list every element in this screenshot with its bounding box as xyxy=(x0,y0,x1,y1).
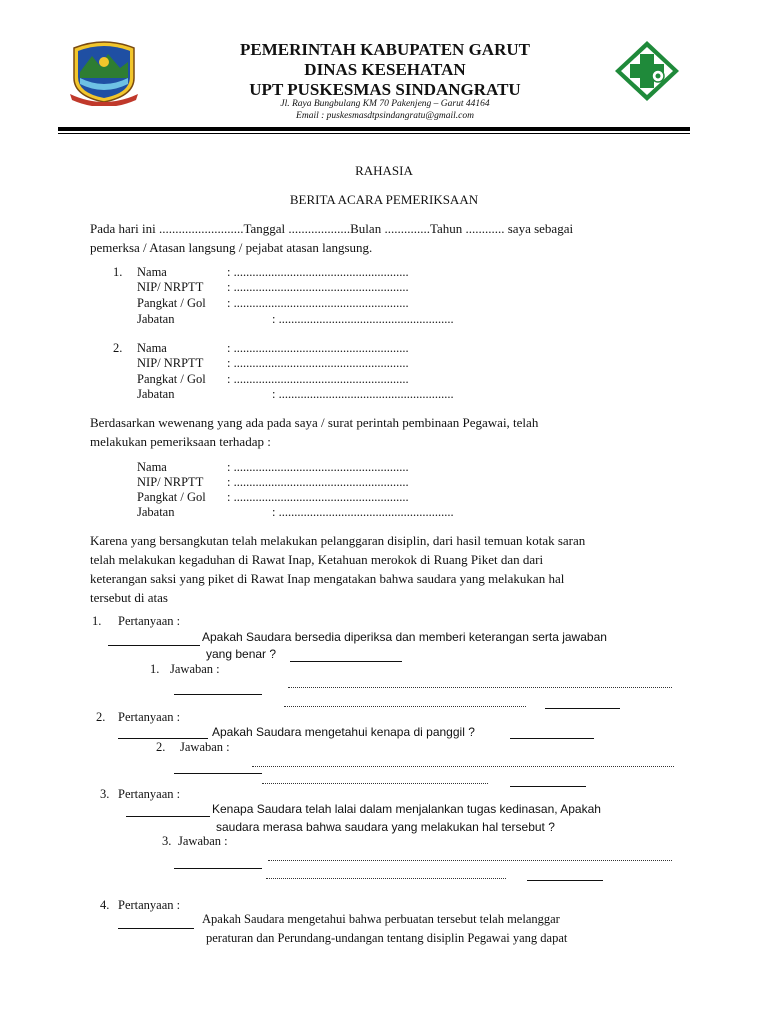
question-4-blank-left xyxy=(118,928,194,929)
doc-title: BERITA ACARA PEMERIKSAAN xyxy=(289,192,479,207)
answer-2-label: Jawaban : xyxy=(180,740,230,754)
intro-line-2: pemerksa / Atasan langsung / pejabat atasan langsung. xyxy=(90,240,373,255)
answer-3-dotted-1 xyxy=(268,860,672,861)
subject-nip-label: NIP/ NRPTT xyxy=(137,475,204,489)
question-1-text-1: Apakah Saudara bersedia diperiksa dan memberi keterangan serta jawaban xyxy=(202,630,607,644)
list-2-jabatan-fill: : ........................................................ xyxy=(272,387,454,401)
header-line-1: PEMERINTAH KABUPATEN GARUT xyxy=(240,40,530,59)
subject-nip-fill: : ........................................................ xyxy=(227,475,409,489)
question-1-blank-right xyxy=(290,661,402,662)
subject-pangkat-label: Pangkat / Gol xyxy=(137,490,206,504)
answer-1-dotted-2 xyxy=(284,706,526,707)
question-1-number: 1. xyxy=(92,614,102,628)
reason-paragraph xyxy=(90,531,676,607)
answer-1-dotted-1 xyxy=(288,687,672,688)
answer-2-dotted-2 xyxy=(262,783,488,784)
question-3-text-2: saudara merasa bahwa saudara yang melakukan hal tersebut ? xyxy=(216,820,555,834)
answer-3-number: 3. xyxy=(162,834,172,848)
question-1-label: Pertanyaan : xyxy=(118,614,181,628)
question-3-label: Pertanyaan : xyxy=(118,787,181,801)
header-address: Jl. Raya Bungbulang KM 70 Pakenjeng – Garut 44164 xyxy=(280,99,490,109)
reason-line-3: keterangan saksi yang piket di Rawat Inap mengatakan bahwa saudara yang melakukan hal xyxy=(90,571,565,586)
list-2-nip-fill: : ........................................................ xyxy=(227,356,409,370)
question-2-text-1: Apakah Saudara mengetahui kenapa di panggil ? xyxy=(212,725,475,739)
list-1-jabatan-label: Jabatan xyxy=(137,312,175,326)
question-4-label: Pertanyaan : xyxy=(118,898,181,912)
answer-3-dotted-2 xyxy=(266,878,506,879)
question-3-text-1: Kenapa Saudara telah lalai dalam menjalankan tugas kedinasan, Apakah xyxy=(212,802,601,816)
intro-paragraph xyxy=(90,219,676,257)
reason-line-2: telah melakukan kegaduhan di Rawat Inap, Ketahuan merokok di Ruang Piket dan dari xyxy=(90,552,544,567)
list-2-pangkat-fill: : ........................................................ xyxy=(227,372,409,386)
question-4-number: 4. xyxy=(100,898,110,912)
subject-jabatan-label: Jabatan xyxy=(137,505,175,519)
list-1-nip-label: NIP/ NRPTT xyxy=(137,280,204,294)
question-2-blank-right xyxy=(510,738,594,739)
kabupaten-garut-emblem xyxy=(68,38,140,106)
subject-jabatan-fill: : ........................................................ xyxy=(272,505,454,519)
list-2-nama-fill: : ........................................................ xyxy=(227,341,409,355)
header-email: Email : puskesmasdtpsindangratu@gmail.com xyxy=(296,111,474,121)
list-2-nama-label: Nama xyxy=(137,341,167,355)
answer-2-dotted-1 xyxy=(252,766,674,767)
list-1-pangkat-fill: : ........................................................ xyxy=(227,296,409,310)
subject-nama-label: Nama xyxy=(137,460,167,474)
basis-line-1: Berdasarkan wewenang yang ada pada saya / surat perintah pembinaan Pegawai, telah xyxy=(90,415,539,430)
list-1-nama-label: Nama xyxy=(137,265,167,279)
answer-2-number: 2. xyxy=(156,740,166,754)
list-1-pangkat-label: Pangkat / Gol xyxy=(137,296,206,310)
subject-nama-fill: : ........................................................ xyxy=(227,460,409,474)
question-2-label: Pertanyaan : xyxy=(118,710,181,724)
list-1-nama-fill: : ........................................................ xyxy=(227,265,409,279)
answer-1-number: 1. xyxy=(150,662,160,676)
question-2-blank-left xyxy=(118,738,208,739)
list-2-number: 2. xyxy=(113,341,123,355)
basis-line-2: melakukan pemeriksaan terhadap : xyxy=(90,434,271,449)
answer-3-label: Jawaban : xyxy=(178,834,228,848)
question-4-text-1: Apakah Saudara mengetahui bahwa perbuatan tersebut telah melanggar xyxy=(202,912,560,926)
question-1-text-2: yang benar ? xyxy=(206,647,277,661)
reason-line-4: tersebut di atas xyxy=(90,590,168,605)
header-line-3: UPT PUSKESMAS SINDANGRATU xyxy=(249,80,521,99)
list-2-pangkat-label: Pangkat / Gol xyxy=(137,372,206,386)
puskesmas-logo xyxy=(614,40,680,102)
answer-1-label: Jawaban : xyxy=(170,662,220,676)
list-1-number: 1. xyxy=(113,265,123,279)
list-1-jabatan-fill: : ........................................................ xyxy=(272,312,454,326)
header-rule-thick xyxy=(58,127,690,131)
question-3-blank-left xyxy=(126,816,210,817)
answer-2-blank-left xyxy=(174,773,262,774)
subject-pangkat-fill: : ........................................................ xyxy=(227,490,409,504)
list-1-nip-fill: : ........................................................ xyxy=(227,280,409,294)
doc-classification: RAHASIA xyxy=(355,163,413,178)
answer-3-blank-right xyxy=(527,880,603,881)
list-2-jabatan-label: Jabatan xyxy=(137,387,175,401)
question-1-blank-left xyxy=(108,645,200,646)
question-4-text-2: peraturan dan Perundang-undangan tentang disiplin Pegawai yang dapat xyxy=(206,931,568,945)
list-2-nip-label: NIP/ NRPTT xyxy=(137,356,204,370)
reason-line-1: Karena yang bersangkutan telah melakukan pelanggaran disiplin, dari hasil temuan kotak saran xyxy=(90,533,586,548)
answer-1-blank-right xyxy=(545,708,620,709)
question-3-number: 3. xyxy=(100,787,110,801)
question-2-number: 2. xyxy=(96,710,106,724)
answer-3-blank-left xyxy=(174,868,262,869)
answer-1-blank-left xyxy=(174,694,262,695)
basis-paragraph xyxy=(90,413,676,451)
header-rule-thin xyxy=(58,133,690,134)
answer-2-blank-right xyxy=(510,786,586,787)
header-line-2: DINAS KESEHATAN xyxy=(304,60,466,79)
intro-line-1: Pada hari ini ..........................Tanggal ...................Bulan ..............Tahun ............ saya sebagai xyxy=(90,221,574,236)
